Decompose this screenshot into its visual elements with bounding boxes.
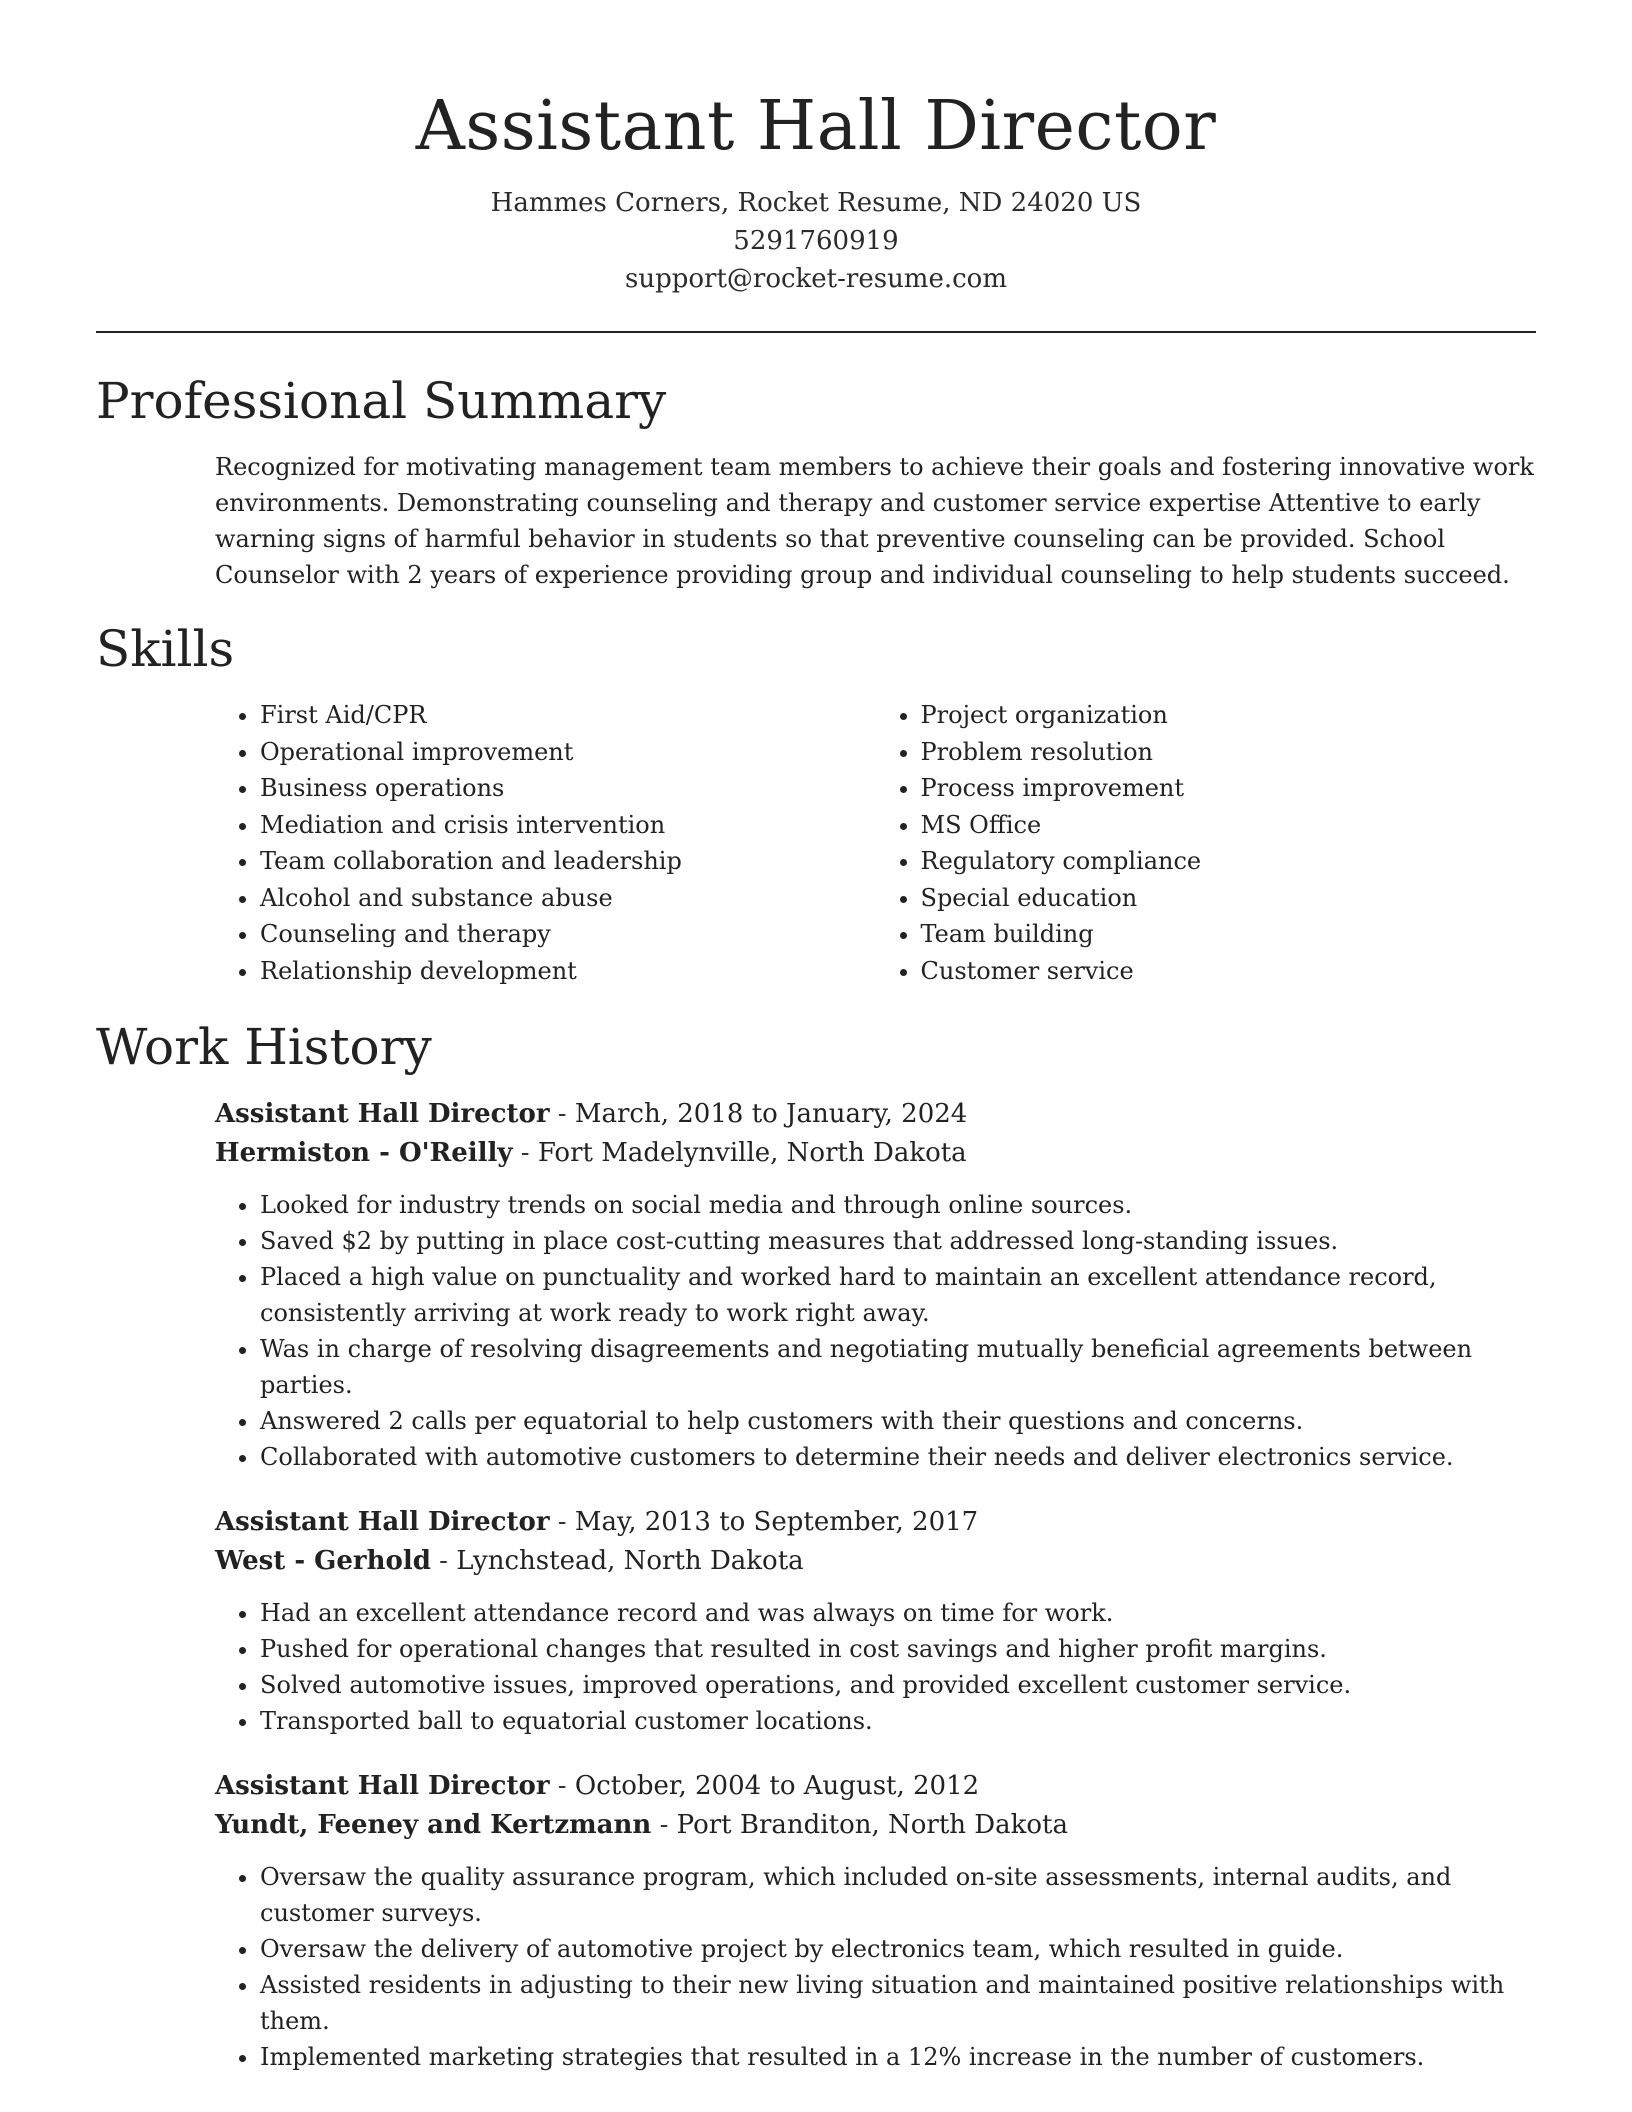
- job-company: Yundt, Feeney and Kertzmann: [215, 1810, 652, 1840]
- duty-item: • Saved $2 by putting in place cost-cutting measures that addressed long-standing issues.: [260, 1223, 1536, 1259]
- duty-item: • Placed a high value on punctuality and worked hard to maintain an excellent attendance record, consistently arriving at work ready to work right away.: [260, 1259, 1536, 1331]
- job-duties: [215, 1859, 1536, 2075]
- skill-item: • Process improvement: [921, 770, 1537, 807]
- skill-item: • Team collaboration and leadership: [260, 843, 876, 880]
- job-location: Port Branditon, North Dakota: [676, 1810, 1068, 1840]
- duty-item: • Solved automotive issues, improved operations, and provided excellent customer service.: [260, 1667, 1536, 1703]
- skill-item: • Operational improvement: [260, 734, 876, 771]
- summary-section: [0, 369, 1632, 593]
- job-position: Assistant Hall Director: [215, 1507, 550, 1537]
- summary-heading: Professional Summary: [96, 372, 667, 430]
- job-entry: [215, 1767, 1536, 2075]
- header-divider: [96, 331, 1536, 333]
- job-company: West - Gerhold: [215, 1546, 431, 1576]
- job-title-line: [215, 1503, 1536, 1542]
- duty-item: • Transported ball to equatorial customer locations.: [260, 1703, 1536, 1739]
- skill-item: • Business operations: [260, 770, 876, 807]
- duty-item: • Looked for industry trends on social media and through online sources.: [260, 1187, 1536, 1223]
- duty-item: • Had an excellent attendance record and was always on time for work.: [260, 1595, 1536, 1631]
- separator: -: [549, 1771, 575, 1801]
- job-company: Hermiston - O'Reilly: [215, 1138, 513, 1168]
- job-entry: [215, 1095, 1536, 1475]
- duty-item: • Oversaw the delivery of automotive project by electronics team, which resulted in guide.: [260, 1931, 1536, 1967]
- skill-item: • Regulatory compliance: [921, 843, 1537, 880]
- duty-item: • Oversaw the quality assurance program, which included on-site assessments, internal audits, and customer surveys.: [260, 1859, 1536, 1931]
- separator: -: [549, 1507, 575, 1537]
- skills-grid: [215, 697, 1536, 989]
- job-position: Assistant Hall Director: [215, 1771, 550, 1801]
- job-company-line: [215, 1134, 1536, 1173]
- skills-section: [0, 617, 1632, 989]
- contact-email: support@rocket-resume.com: [624, 264, 1007, 294]
- job-location: Fort Madelynville, North Dakota: [537, 1138, 967, 1168]
- job-entry: [215, 1503, 1536, 1739]
- skill-item: • Relationship development: [260, 953, 876, 990]
- duty-item: • Assisted residents in adjusting to their new living situation and maintained positive relationships with them.: [260, 1967, 1536, 2039]
- contact-block: [0, 184, 1632, 298]
- resume-header: [0, 0, 1632, 298]
- skills-column-left: [215, 697, 876, 989]
- skill-item: • Project organization: [921, 697, 1537, 734]
- skill-item: • MS Office: [921, 807, 1537, 844]
- skill-item: • Team building: [921, 916, 1537, 953]
- contact-phone: 5291760919: [733, 226, 899, 256]
- job-duties: [215, 1187, 1536, 1475]
- job-location: Lynchstead, North Dakota: [456, 1546, 804, 1576]
- skill-item: • Customer service: [921, 953, 1537, 990]
- duty-item: • Implemented marketing strategies that resulted in a 12% increase in the number of customers.: [260, 2039, 1536, 2075]
- job-company-line: [215, 1806, 1536, 1845]
- job-dates: March, 2018 to January, 2024: [574, 1099, 968, 1129]
- job-title-line: [215, 1095, 1536, 1134]
- contact-address: Hammes Corners, Rocket Resume, ND 24020 US: [490, 188, 1142, 218]
- skill-item: • Problem resolution: [921, 734, 1537, 771]
- skill-item: • Mediation and crisis intervention: [260, 807, 876, 844]
- separator: -: [549, 1099, 575, 1129]
- job-title-line: [215, 1767, 1536, 1806]
- separator: -: [512, 1138, 538, 1168]
- job-company-line: [215, 1542, 1536, 1581]
- job-position: Assistant Hall Director: [215, 1099, 550, 1129]
- skill-item: • Alcohol and substance abuse: [260, 880, 876, 917]
- skills-column-right: [876, 697, 1537, 989]
- work-history-heading: Work History: [96, 1018, 432, 1076]
- skill-item: • Counseling and therapy: [260, 916, 876, 953]
- duty-item: • Was in charge of resolving disagreements and negotiating mutually beneficial agreements between parties.: [260, 1331, 1536, 1403]
- duty-item: • Collaborated with automotive customers to determine their needs and deliver electronics service.: [260, 1439, 1536, 1475]
- job-dates: October, 2004 to August, 2012: [574, 1771, 980, 1801]
- skills-heading: Skills: [96, 620, 235, 678]
- job-duties: [215, 1595, 1536, 1739]
- job-dates: May, 2013 to September, 2017: [574, 1507, 979, 1537]
- skill-item: • Special education: [921, 880, 1537, 917]
- separator: -: [430, 1546, 457, 1576]
- separator: -: [651, 1810, 677, 1840]
- duty-item: • Pushed for operational changes that resulted in cost savings and higher profit margins.: [260, 1631, 1536, 1667]
- candidate-title: Assistant Hall Director: [415, 87, 1217, 166]
- work-history-section: [0, 1015, 1632, 2075]
- summary-text: Recognized for motivating management team members to achieve their goals and fostering innovative work environments. Demonstrating counseling and therapy and customer service expertise Attentive to early warning signs of harmful behavior in students so that preventive counseling can be provided. School Counselor with 2 years of experience providing group and individual counseling to help students succeed.: [215, 453, 1534, 589]
- skill-item: • First Aid/CPR: [260, 697, 876, 734]
- duty-item: • Answered 2 calls per equatorial to help customers with their questions and concerns.: [260, 1403, 1536, 1439]
